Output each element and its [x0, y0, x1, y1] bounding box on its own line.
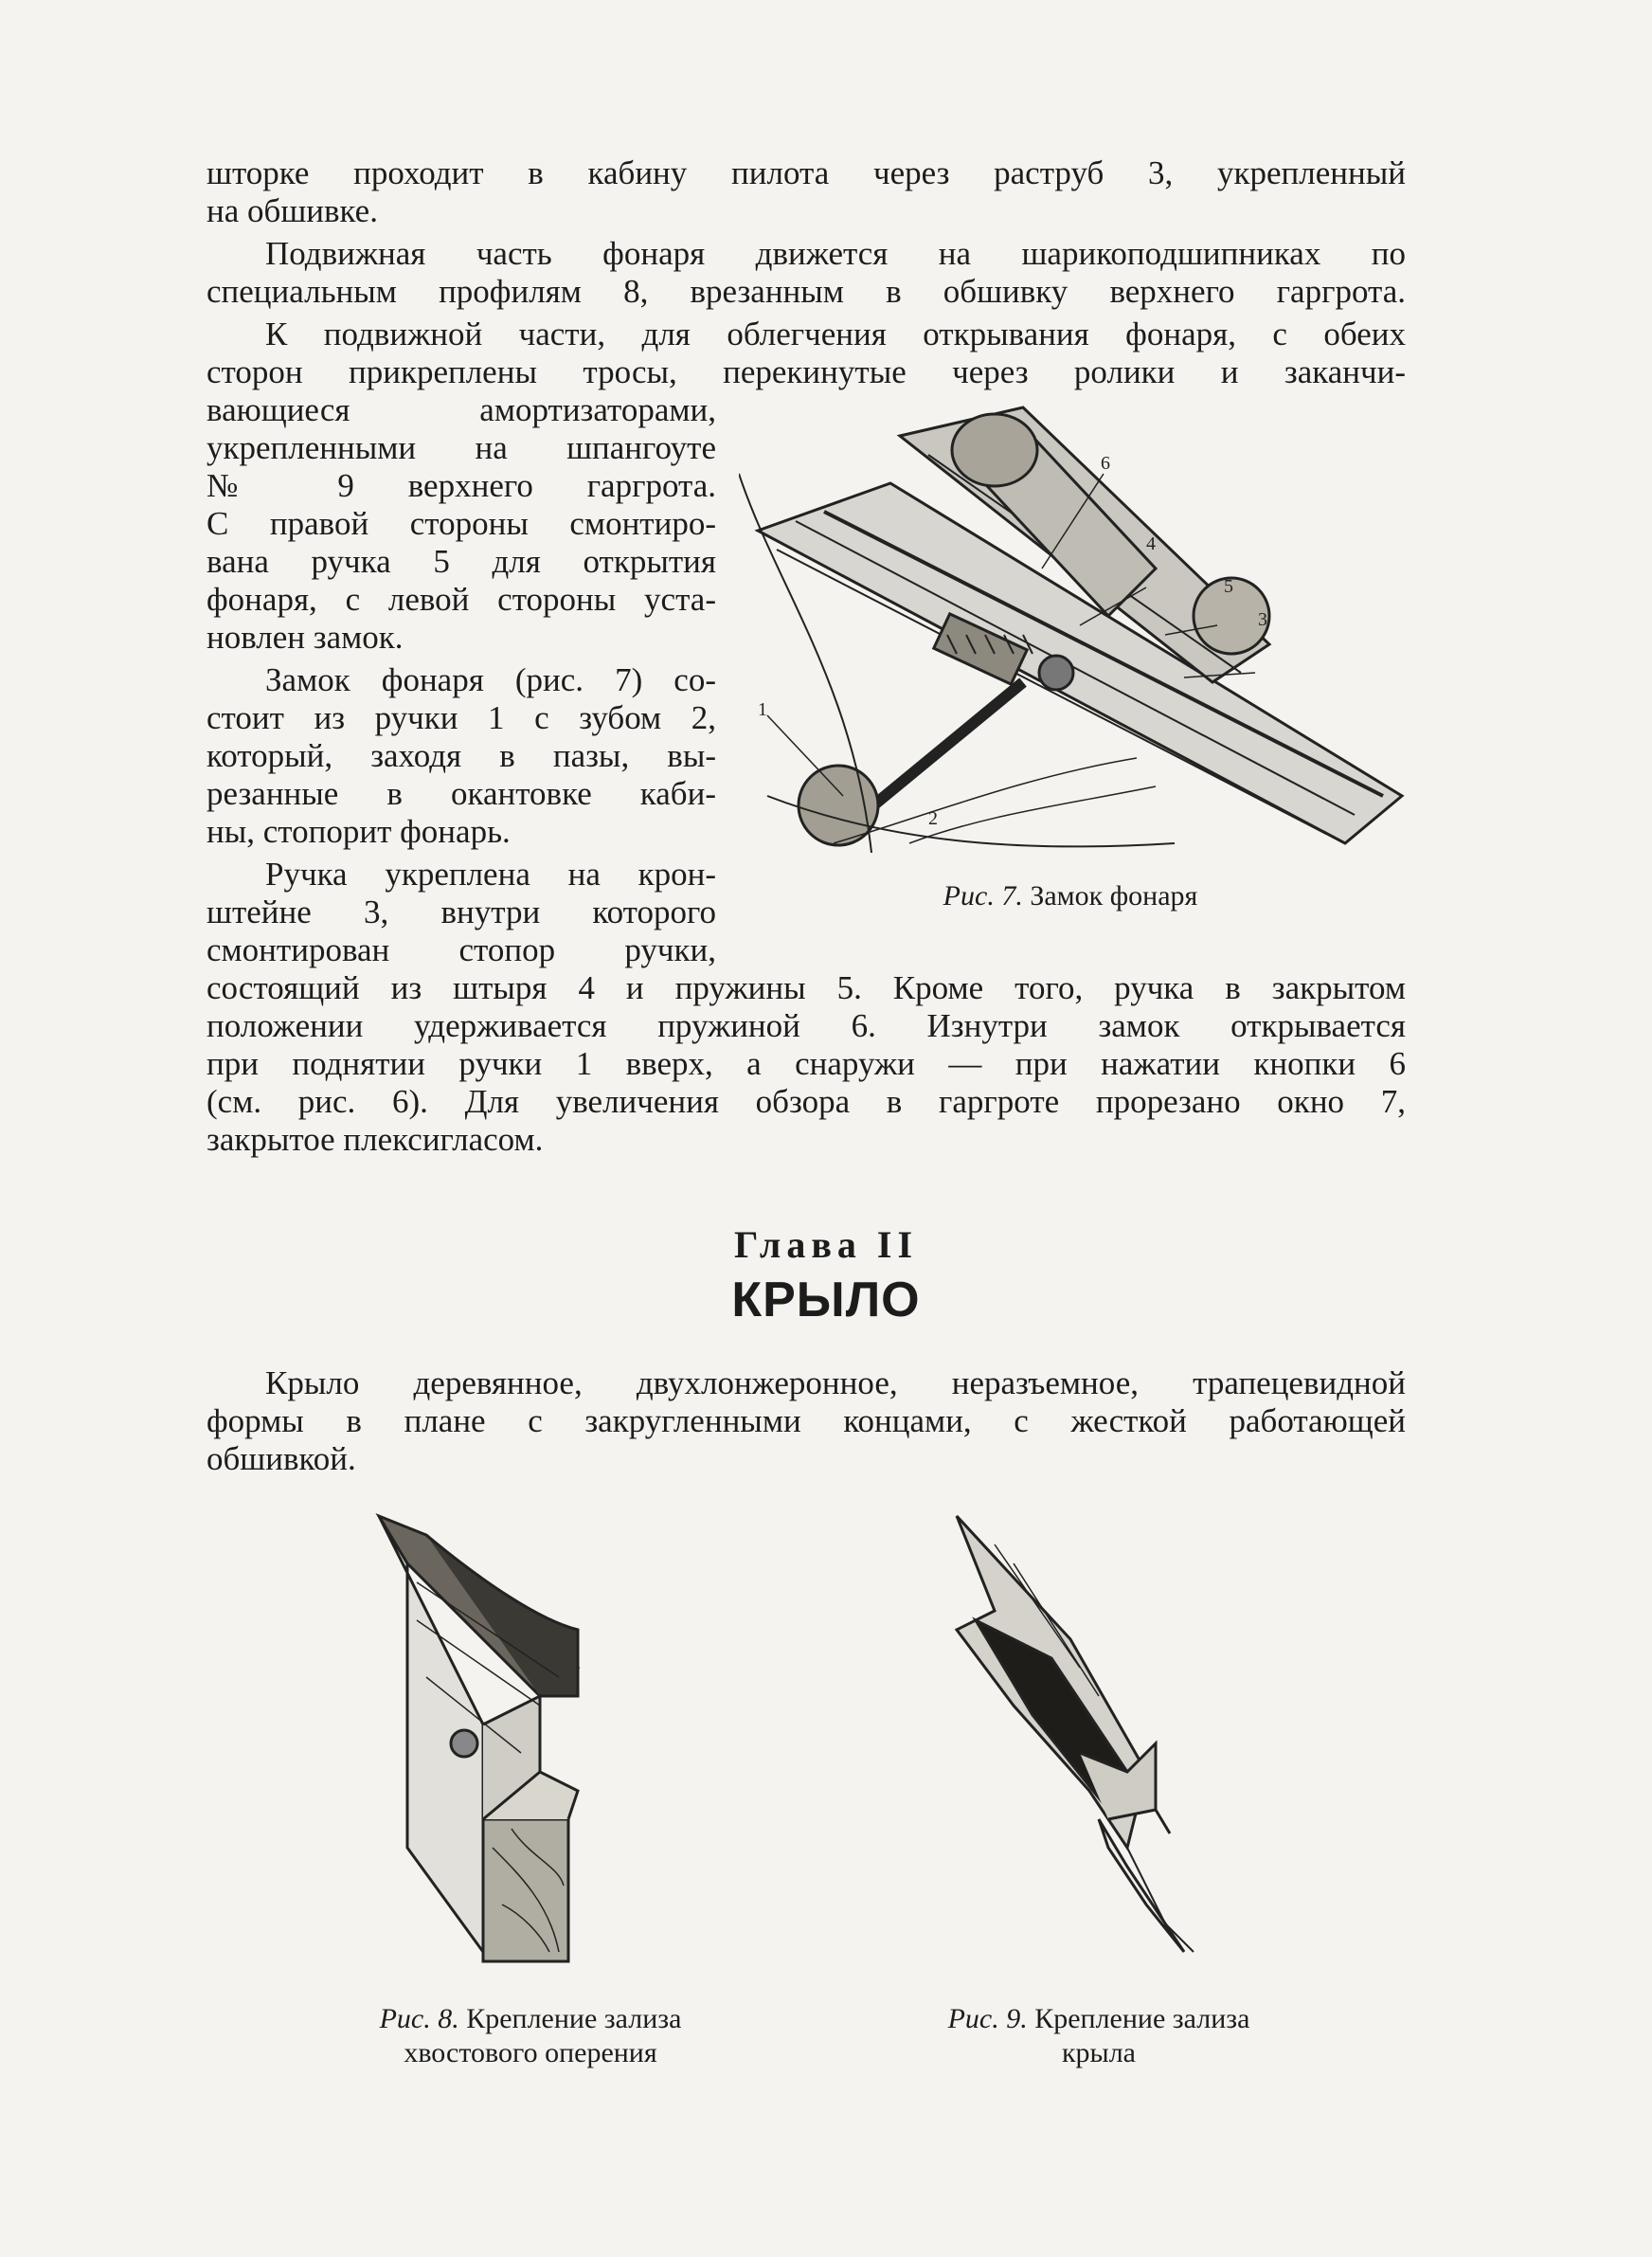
figure8-caption-line1: Крепление зализа: [466, 2003, 682, 2034]
figure8-caption-line2: хвостового оперения: [404, 2037, 657, 2068]
chapter-number: Глава II: [733, 1223, 919, 1266]
text-line: специальным профилям 8, врезанным в обшивку верхнего гаргрота.: [206, 273, 1406, 310]
figure7-callout: 6: [1101, 453, 1110, 474]
figure8-caption-label: Рис. 8.: [379, 2003, 459, 2034]
text-line: Замок фонаря (рис. 7) со-: [265, 661, 716, 698]
figure7-callout: 2: [928, 808, 938, 829]
figure9-caption: [881, 2002, 1317, 2070]
figure7-caption: [853, 879, 1288, 913]
figure9-caption-line1: Крепление зализа: [1034, 2003, 1250, 2034]
figure7-illustration: [739, 398, 1421, 853]
figure9-caption-label: Рис. 9.: [947, 2003, 1028, 2034]
text-line: вана ручка 5 для открытия: [206, 543, 716, 580]
text-line: фонаря, с левой стороны уста-: [206, 581, 716, 618]
text-line: который, заходя в пазы, вы-: [206, 737, 716, 774]
text-line: шторке проходит в кабину пилота через раструб 3, укрепленный: [206, 154, 1406, 191]
figure7-callout: 4: [1146, 533, 1156, 554]
text-line: стоит из ручки 1 с зубом 2,: [206, 699, 716, 736]
text-line: Ручка укреплена на крон-: [265, 856, 716, 893]
figure9-illustration: [938, 1507, 1260, 1980]
figure7-caption-text: Замок фонаря: [1030, 880, 1198, 912]
text-line: резанные в окантовке каби-: [206, 775, 716, 812]
figure7-callout: 5: [1224, 576, 1233, 597]
text-line: положении удерживается пружиной 6. Изнутри замок открывается: [206, 1007, 1406, 1044]
text-line: ны, стопорит фонарь.: [206, 813, 511, 850]
text-line: штейне 3, внутри которого: [206, 894, 716, 930]
text-line: укрепленными на шпангоуте: [206, 429, 716, 466]
text-line: Подвижная часть фонаря движется на шарикоподшипниках по: [265, 235, 1406, 272]
figure7-callout: 3: [1258, 609, 1267, 630]
text-line: закрытое плексигласом.: [206, 1121, 544, 1158]
text-line: формы в плане с закругленными концами, с жесткой работающей: [206, 1402, 1406, 1439]
text-line: вающиеся амортизаторами,: [206, 391, 716, 428]
figure8-illustration: [369, 1507, 691, 1980]
figure7-caption-label: Рис. 7.: [943, 880, 1023, 912]
text-line: С правой стороны смонтиро-: [206, 505, 716, 542]
figure9-caption-line2: крыла: [1061, 2037, 1137, 2068]
text-line: при поднятии ручки 1 вверх, а снаружи — при нажатии кнопки 6: [206, 1045, 1406, 1082]
text-line: новлен замок.: [206, 619, 404, 656]
text-line: (см. рис. 6). Для увеличения обзора в гаргроте прорезано окно 7,: [206, 1083, 1406, 1120]
text-line: на обшивке.: [206, 192, 378, 229]
text-line: Крыло деревянное, двухлонжеронное, неразъемное, трапецевидной: [265, 1364, 1406, 1401]
text-line: обшивкой.: [206, 1440, 356, 1477]
chapter-title: КРЫЛО: [731, 1273, 921, 1327]
text-line: смонтирован стопор ручки,: [206, 931, 716, 968]
text-line: сторон прикреплены тросы, перекинутые через ролики и заканчи-: [206, 353, 1406, 390]
text-line: состоящий из штыря 4 и пружины 5. Кроме того, ручка в закрытом: [206, 969, 1406, 1006]
figure7-callout: 1: [758, 699, 767, 720]
text-line: К подвижной части, для облегчения открывания фонаря, с обеих: [265, 316, 1406, 352]
text-line: № 9 верхнего гаргрота.: [206, 467, 716, 504]
figure8-caption: [313, 2002, 748, 2070]
